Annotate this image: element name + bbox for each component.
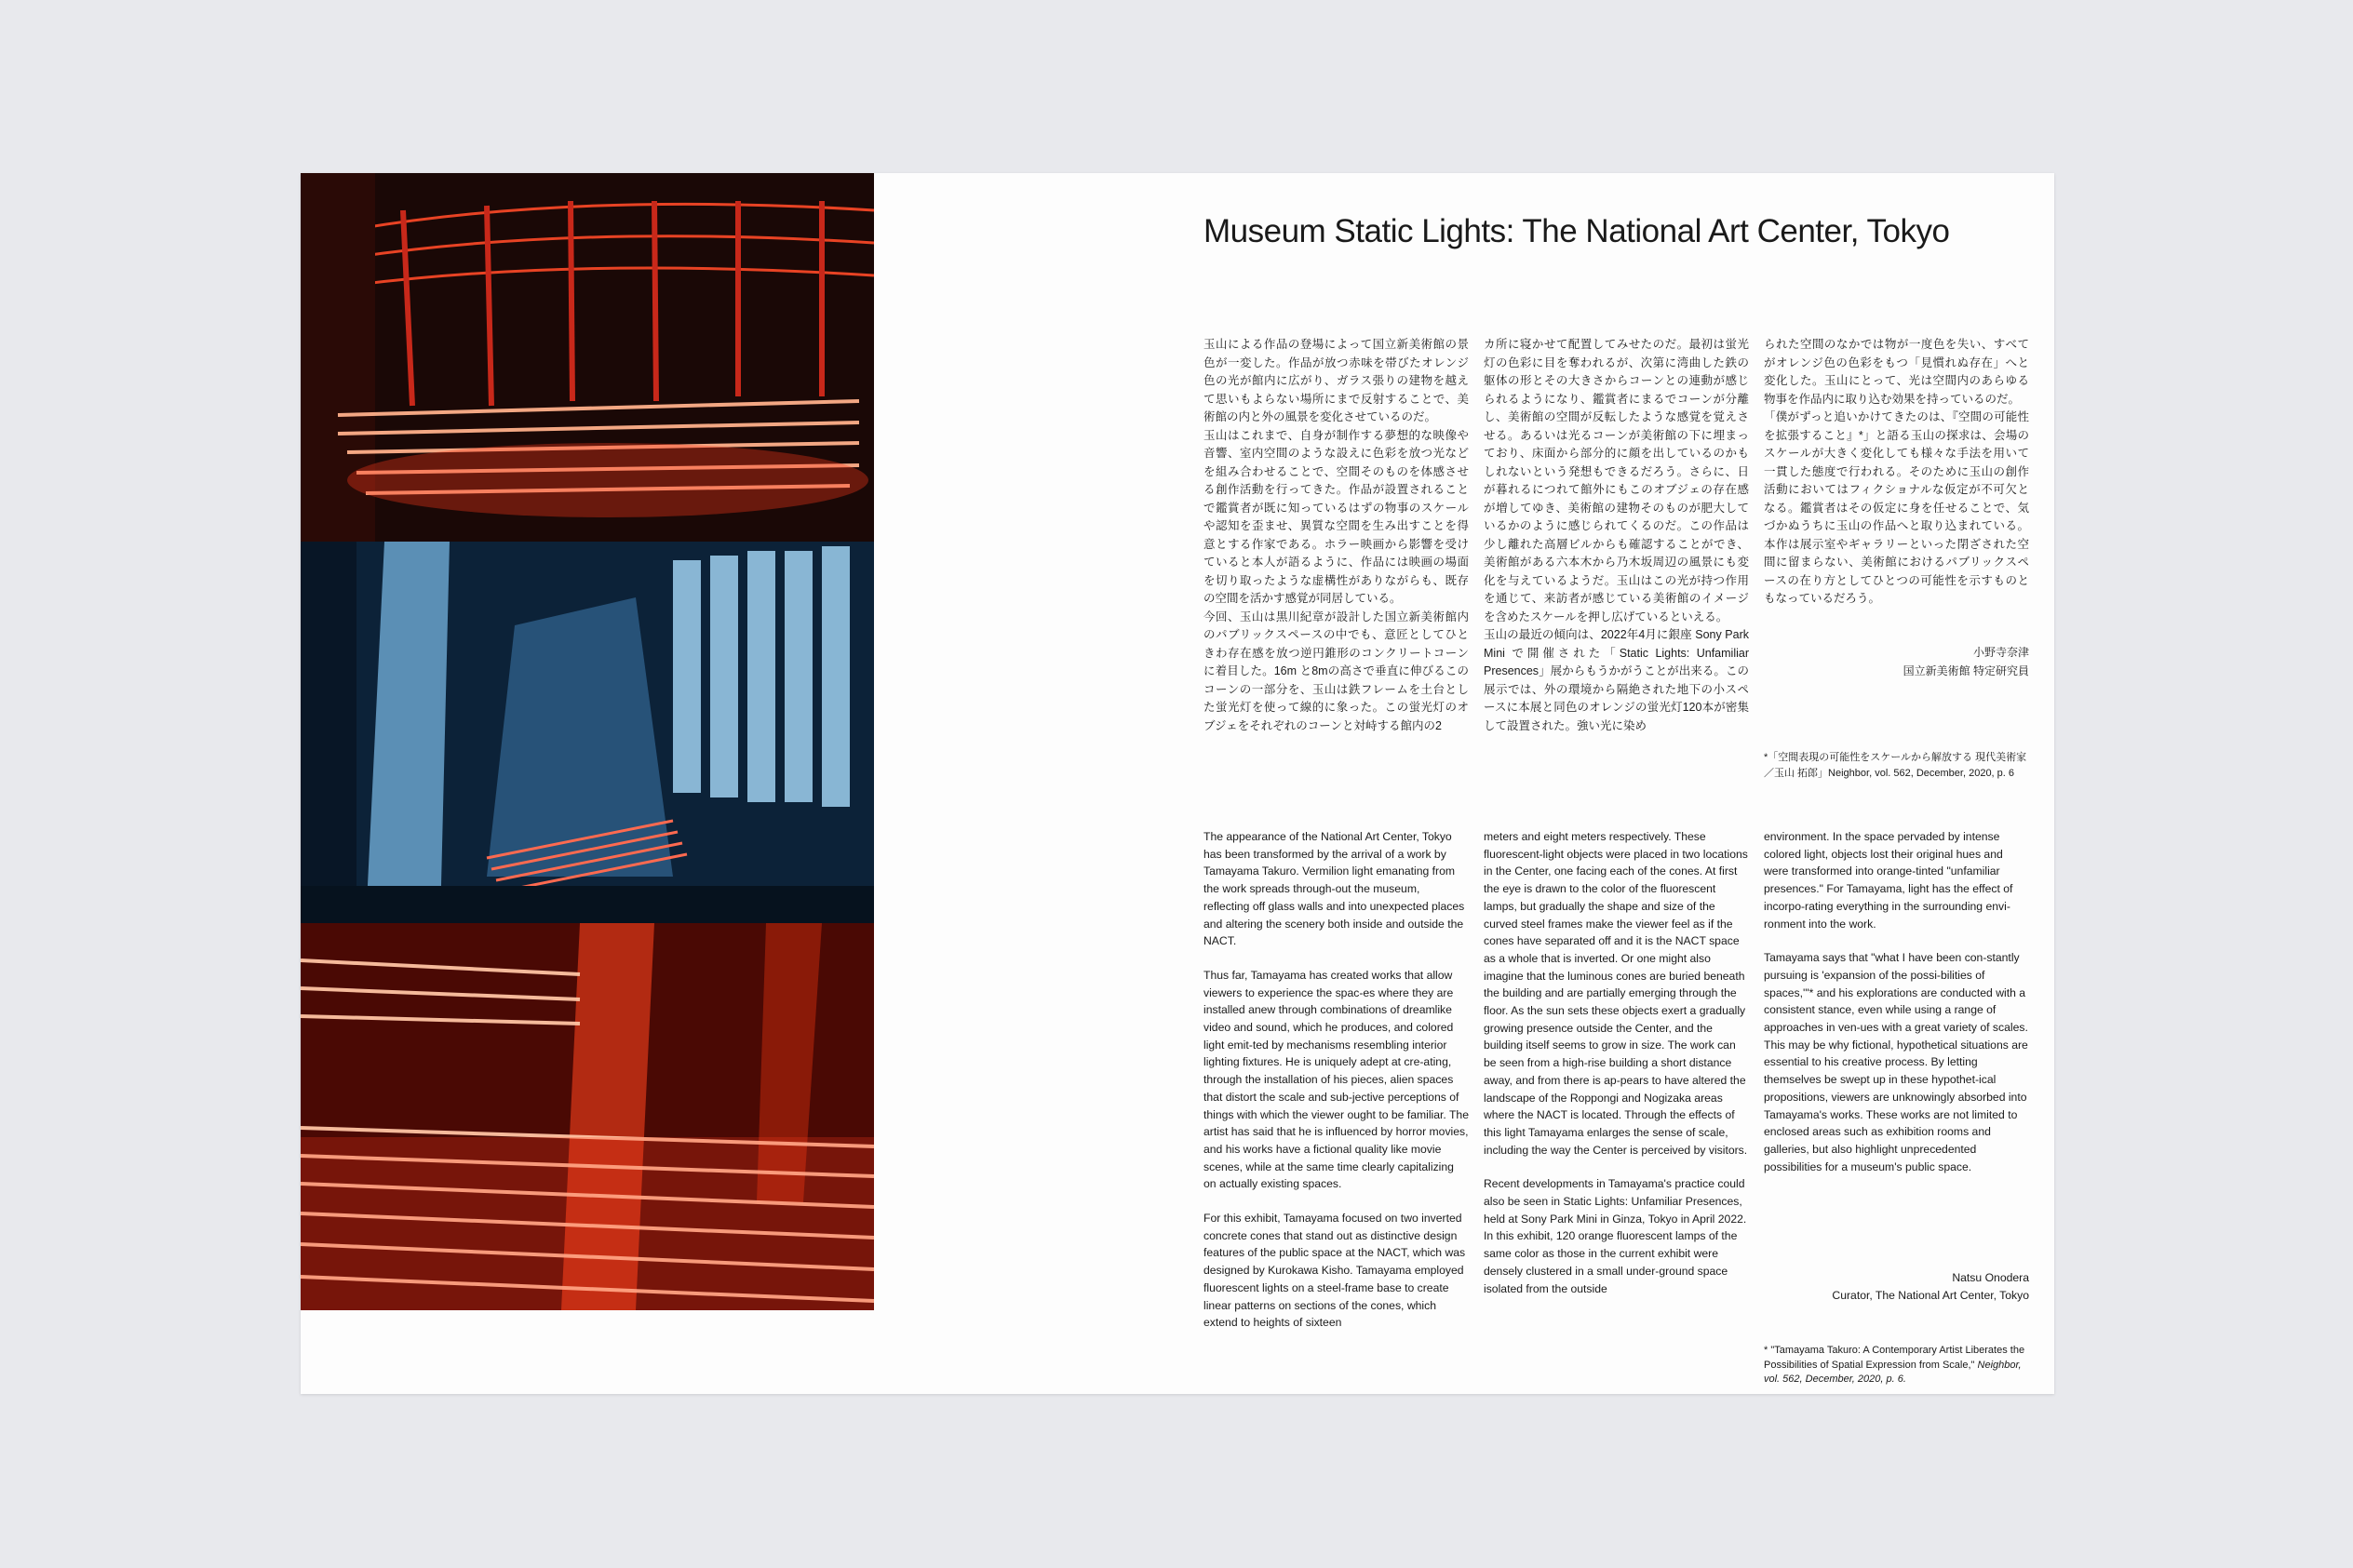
en-paragraph: Recent developments in Tamayama's practice could also be seen in Static Lights: Unfamiliar Presences, held at Sony Park Mini in Ginza, Tokyo in April 2022. In this exhibit, 120 orange fluorescent lamps of the same color as those in the current exhibit were densely clustered in a small under-ground space isolated from the outside	[1484, 1177, 1747, 1295]
photo-red-lines	[301, 923, 874, 1310]
jp-signature	[1764, 643, 2029, 680]
jp-paragraph: 玉山はこれまで、自身が制作する夢想的な映像や音響、室内空間のような設えに色彩を放つ光などを組み合わせることで、空間そのものを体感させる創作活動を行ってきた。作品が設置されることで鑑賞者が既に知っているはずの物事のスケールや認知を歪ませ、異質な空間を生み出すことを得意とする作家である。ホラー映画から影響を受けていると本人が語るように、作品には映画の場面を切り取ったような虚構性がありながらも、既存の空間を活かす感覚が同居している。	[1203, 428, 1469, 605]
article-title: Museum Static Lights: The National Art Center, Tokyo	[1203, 213, 1950, 250]
jp-paragraph: 玉山による作品の登場によって国立新美術館の景色が一変した。作品が放つ赤味を帯びたオレンジ色の光が館内に広がり、ガラス張りの建物を越えて思いもよらない場所にまで反射することで、美術館の内と外の風景を変化させているのだ。	[1203, 338, 1469, 423]
photo-column	[301, 173, 874, 1310]
en-footnote-source: Neighbor, vol. 562, December, 2020, p. 6.	[1764, 1359, 2022, 1385]
en-footnote-text: * "Tamayama Takuro: A Contemporary Artist Liberates the Possibilities of Spatial Expression from Scale,"	[1764, 1345, 2025, 1371]
japanese-column-2	[1484, 336, 1749, 735]
en-paragraph: environment. In the space pervaded by intense colored light, objects lost their original hues and were transformed into orange-tinted "unfamiliar presences." For Tamayama, light has the effect of incorpo-rating everything in the surrounding envi-ronment into the work.	[1764, 830, 2013, 931]
en-paragraph: Tamayama says that "what I have been con-stantly pursuing is 'expansion of the possi-bilities of spaces,'"* and his explorations are conducted with a consistent stance, even while using a range of approaches in ven-ues with a great variety of scales. This may be why fictional, hypothetical situations are essential to his creative process. By letting themselves be swept up in these hypothet-ical propositions, viewers are unknowingly absorbed into Tamayama's works. These works are not limited to enclosed areas such as exhibition rooms and galleries, but also highlight unprecedented possibilities for a museum's public space.	[1764, 951, 2028, 1173]
en-affiliation: Curator, The National Art Center, Tokyo	[1832, 1288, 2029, 1302]
en-paragraph: meters and eight meters respectively. These fluorescent-light objects were placed in two locations in the Center, one facing each of the cones. At first the eye is drawn to the color of the fluorescent lamps, but gradually the shape and size of the curved steel frames make the viewer feel as if the cones have separated off and it is the NACT space as a whole that is inverted. Or one might also imagine that the luminous cones are buried beneath the building and are partially emerging through the floor. As the sun sets these objects exert a gradually growing presence outside the Center, and the building itself seems to grow in size. The work can be seen from a high-rise building a short distance away, and from there is ap-pears to have altered the landscape of the Roppongi and Nogizaka areas where the NACT is located. Through the effects of this light Tamayama enlarges the sense of scale, including the way the Center is perceived by visitors.	[1484, 830, 1748, 1157]
en-paragraph: The appearance of the National Art Center, Tokyo has been transformed by the arrival of a work by Tamayama Takuro. Vermilion light emanating from the work spreads through-out the museum, reflecting off glass walls and into unexpected places and altering the scenery both inside and outside the NACT.	[1203, 830, 1465, 948]
photo-blue-interior-art	[301, 542, 874, 923]
jp-paragraph: られた空間のなかでは物が一度色を失い、すべてがオレンジ色の色彩をもつ「見慣れぬ存在」へと変化した。玉山にとって、光は空間内のあらゆる物事を作品内に取り込む効果を持っているのだ。	[1764, 338, 2029, 406]
jp-paragraph: 今回、玉山は黒川紀章が設計した国立新美術館内のパブリックスペースの中でも、意匠としてひときわ存在感を放つ逆円錐形のコンクリートコーンに着目した。16m と8mの高さで垂直に伸びるこのコーンの一部分を、玉山は鉄フレームを土台とした蛍光灯を使って線的に象った。この蛍光灯のオブジェをそれぞれのコーンと対峙する館内の2	[1203, 610, 1469, 732]
photo-red-lines-art	[301, 923, 874, 1310]
photo-red-installation	[301, 173, 874, 542]
photo-red-installation-art	[301, 173, 874, 542]
english-column-2	[1484, 828, 1749, 1314]
en-footnote	[1764, 1344, 2029, 1387]
japanese-column-3	[1764, 336, 2029, 609]
en-paragraph: For this exhibit, Tamayama focused on two inverted concrete cones that stand out as distinctive design features of the public space at the NACT, which was designed by Kurokawa Kisho. Tamayama employed fluorescent lights on a steel-frame base to create linear patterns on sections of the cones, which extend to heights of sixteen	[1203, 1212, 1466, 1330]
jp-author: 小野寺奈津	[1972, 646, 2029, 659]
en-paragraph: Thus far, Tamayama has created works that allow viewers to experience the spac-es where they are installed anew through combinations of dreamlike video and sound, which he produces, and colored light emit-ted by mechanisms resembling interior lighting fixtures. He is uniquely adept at cre-ating, through the installation of his pieces, alien spaces that distort the scale and sub-jective perceptions of things with which the viewer ought to be familiar. The artist has said that he is influenced by horror movies, and his works have a fictional quality like movie scenes, while at the same time clearly capitalizing on actually existing spaces.	[1203, 968, 1469, 1191]
jp-footnote: *「空間表現の可能性をスケールから解放する 現代美術家／玉山 拓郎」Neighbor, vol. 562, December, 2020, p. 6	[1764, 752, 2027, 779]
en-author: Natsu Onodera	[1952, 1271, 2029, 1284]
photo-blue-interior	[301, 542, 874, 923]
english-column-3	[1764, 828, 2029, 1192]
jp-affiliation: 国立新美術館 特定研究員	[1903, 664, 2029, 677]
jp-paragraph: カ所に寝かせて配置してみせたのだ。最初は蛍光灯の色彩に目を奪われるが、次第に湾曲した鉄の躯体の形とその大きさからコーンとの連動が感じられるようになり、鑑賞者にまるでコーンが分離し、美術館の空間が反転したような感覚を覚えさせる。あるいは光るコーンが美術館の下に埋まっており、床面から部分的に顔を出しているのかもしれないという発想もできるだろう。さらに、日が暮れるにつれて館外にもこのオブジェの存在感が増してゆき、美術館の建物そのものが肥大しているかのように感じられてくるのだ。この作品は少し離れた高層ビルからも確認することができ、美術館がある六本木から乃木坂周辺の風景にも変化を与えているようだ。玉山はこの光が持つ作用を通じて、来訪者が感じている美術館のイメージを含めたスケールを押し広げているといえる。	[1484, 338, 1749, 623]
japanese-column-1	[1203, 336, 1469, 735]
magazine-spread	[301, 173, 2054, 1394]
english-column-1	[1203, 828, 1469, 1348]
en-signature	[1764, 1269, 2029, 1304]
jp-paragraph: 「僕がずっと追いかけてきたのは、『空間の可能性を拡張すること』*」と語る玉山の探求は、会場のスケールが大きく変化しても様々な手法を用いて一貫した態度で行われる。そのために玉山の創作活動においてはフィクショナルな仮定が不可欠となる。鑑賞者はその仮定に身を任せることで、気づかぬうちに玉山の作品へと取り込まれている。本作は展示室やギャラリーといった閉ざされた空間に留まらない、美術館におけるパブリックスペースの在り方としてひとつの可能性を示すものともなっているだろう。	[1764, 410, 2029, 605]
jp-paragraph: 玉山の最近の傾向は、2022年4月に銀座 Sony Park Mini で開催された「Static Lights: Unfamiliar Presences」展からもうかがうことが出来る。この展示では、外の環境から隔絶された地下の小スペースに本展と同色のオレンジの蛍光灯120本が密集して設置された。強い光に染め	[1484, 628, 1749, 732]
